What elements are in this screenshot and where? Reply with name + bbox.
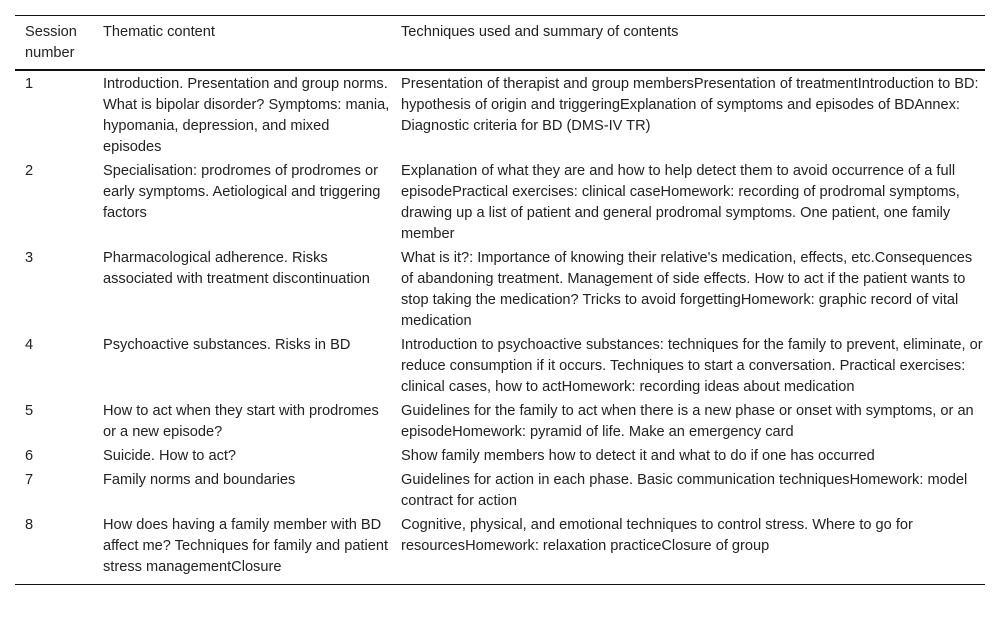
cell-thematic-content: Family norms and boundaries — [103, 472, 296, 488]
cell-techniques: Cognitive, physical, and emotional techniques to control stress. Where to go for resourcesHomework: relaxation practiceClosure of group — [401, 517, 913, 554]
cell-techniques: Guidelines for action in each phase. Basic communication techniquesHomework: model contract for action — [401, 472, 968, 509]
header-thematic-content: Thematic content — [103, 24, 215, 40]
cell-session-number: 7 — [25, 472, 34, 488]
cell-thematic-content: Specialisation: prodromes of prodromes or early symptoms. Aetiological and triggering factors — [103, 163, 381, 221]
table-row — [15, 159, 985, 246]
cell-session-number: 8 — [25, 517, 34, 533]
cell-session-number: 1 — [25, 76, 34, 92]
cell-session-number: 6 — [25, 448, 34, 464]
cell-thematic-content: Suicide. How to act? — [103, 448, 237, 464]
cell-thematic-content: Psychoactive substances. Risks in BD — [103, 337, 351, 353]
cell-session-number: 3 — [25, 250, 34, 266]
cell-thematic-content: Introduction. Presentation and group norms. What is bipolar disorder? Symptoms: mania, hypomania, depression, and mixed episodes — [103, 76, 390, 155]
cell-techniques: Show family members how to detect it and what to do if one has occurred — [401, 448, 875, 464]
table-header — [15, 16, 985, 71]
table-row — [15, 333, 985, 399]
sessions-table — [15, 15, 985, 585]
header-session-number: Session number — [25, 24, 77, 61]
cell-techniques: Explanation of what they are and how to help detect them to avoid occurrence of a full episodePractical exercises: clinical caseHomework: recording of prodromal symptoms, drawing up a list of patient and general prodromal symptoms. One patient, one family member — [401, 163, 960, 242]
cell-thematic-content: How to act when they start with prodromes or a new episode? — [103, 403, 379, 440]
table-row — [15, 399, 985, 444]
cell-session-number: 4 — [25, 337, 34, 353]
cell-techniques: What is it?: Importance of knowing their relative's medication, effects, etc.Consequences of abandoning treatment. Management of side effects. How to act if the patient wants to stop taking the medication? Tricks to avoid forgettingHomework: graphic record of vital medication — [401, 250, 973, 329]
table-row — [15, 513, 985, 585]
cell-techniques: Presentation of therapist and group membersPresentation of treatmentIntroduction to BD: hypothesis of origin and triggeringExplanation of symptoms and episodes of BDAnnex: Diagnostic criteria for BD (DMS-IV TR) — [401, 76, 979, 134]
table-row — [15, 468, 985, 513]
table-row — [15, 70, 985, 159]
cell-techniques: Guidelines for the family to act when there is a new phase or onset with symptoms, or an episodeHomework: pyramid of life. Make an emergency card — [401, 403, 974, 440]
table-row — [15, 444, 985, 468]
header-row — [15, 16, 985, 71]
cell-session-number: 2 — [25, 163, 34, 179]
table-body — [15, 70, 985, 585]
cell-techniques: Introduction to psychoactive substances: techniques for the family to prevent, eliminate, or reduce consumption if it occurs. Techniques to start a conversation. Practical exercises: clinical cases, how to actHomework: recording ideas about medication — [401, 337, 983, 395]
cell-thematic-content: How does having a family member with BD affect me? Techniques for family and patient stress managementClosure — [103, 517, 389, 575]
cell-session-number: 5 — [25, 403, 34, 419]
header-techniques: Techniques used and summary of contents — [401, 24, 679, 40]
cell-thematic-content: Pharmacological adherence. Risks associated with treatment discontinuation — [103, 250, 370, 287]
table-row — [15, 246, 985, 333]
sessions-table-container — [15, 15, 985, 585]
